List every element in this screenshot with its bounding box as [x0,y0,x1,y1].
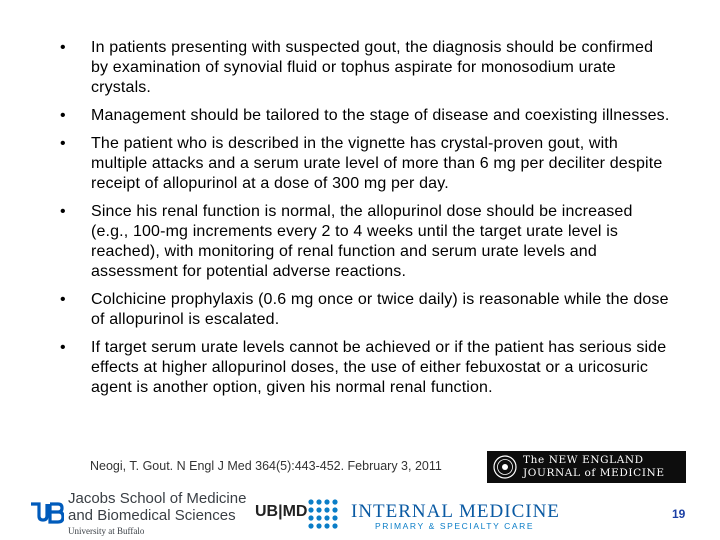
citation: Neogi, T. Gout. N Engl J Med 364(5):443-452. February 3, 2011 [90,459,442,473]
ub-university: University at Buffalo [68,526,145,536]
nejm-seal-icon [493,455,517,479]
internal-medicine-subtitle: PRIMARY & SPECIALTY CARE [375,521,535,531]
bullet-text: The patient who is described in the vignette has crystal-proven gout, with multiple attacks and a serum urate level of more than 6 mg per deciliter despite receipt of allopurinol at a dose of 300 mg per day. [91,135,663,192]
bullet-marker: • [60,107,66,124]
bullet-item [60,134,670,194]
bullet-text: Since his renal function is normal, the allopurinol dose should be increased (e.g., 100-mg increments every 2 to 4 weeks until the target urate level is reached), with monitoring of renal function and serum urate levels and assessment for potential adverse reactions. [91,203,633,280]
bullet-item [60,338,670,398]
nejm-logo [487,451,686,483]
internal-medicine-title: INTERNAL MEDICINE [351,501,560,522]
dot-grid-icon [307,497,343,531]
nejm-line2: JOURNAL of MEDICINE [523,467,665,479]
ub-monogram-icon [30,502,64,524]
bullet-marker: • [60,203,66,220]
bullet-item [60,106,670,126]
nejm-wordmark [523,454,683,480]
nejm-line1: The NEW ENGLAND [523,454,644,466]
ub-jacobs-logo [30,490,260,540]
bullet-text: Colchicine prophylaxis (0.6 mg once or twice daily) is reasonable while the dose of allopurinol is escalated. [91,291,669,328]
bullet-marker: • [60,291,66,308]
bullet-marker: • [60,135,66,152]
bullet-text: If target serum urate levels cannot be achieved or if the patient has serious side effects at higher allopurinol doses, the use of either febuxostat or a uricosuric agent is another option, given his normal renal function. [91,339,667,396]
bullet-marker: • [60,339,66,356]
ub-line2: and Biomedical Sciences [68,507,236,524]
bullet-marker: • [60,39,66,56]
ubmd-internal-medicine-logo [255,495,560,535]
bullet-item [60,202,670,282]
bullet-item [60,290,670,330]
bullet-text: Management should be tailored to the stage of disease and coexisting illnesses. [91,107,670,124]
bullet-list [60,38,670,406]
ub-school-name [68,490,246,524]
bullet-item [60,38,670,98]
ubmd-wordmark: UB|MD [255,503,308,520]
bullet-text: In patients presenting with suspected gout, the diagnosis should be confirmed by examination of synovial fluid or tophus aspirate for monosodium urate crystals. [91,39,654,96]
page-number: 19 [672,507,686,521]
ub-line1: Jacobs School of Medicine [68,490,247,507]
